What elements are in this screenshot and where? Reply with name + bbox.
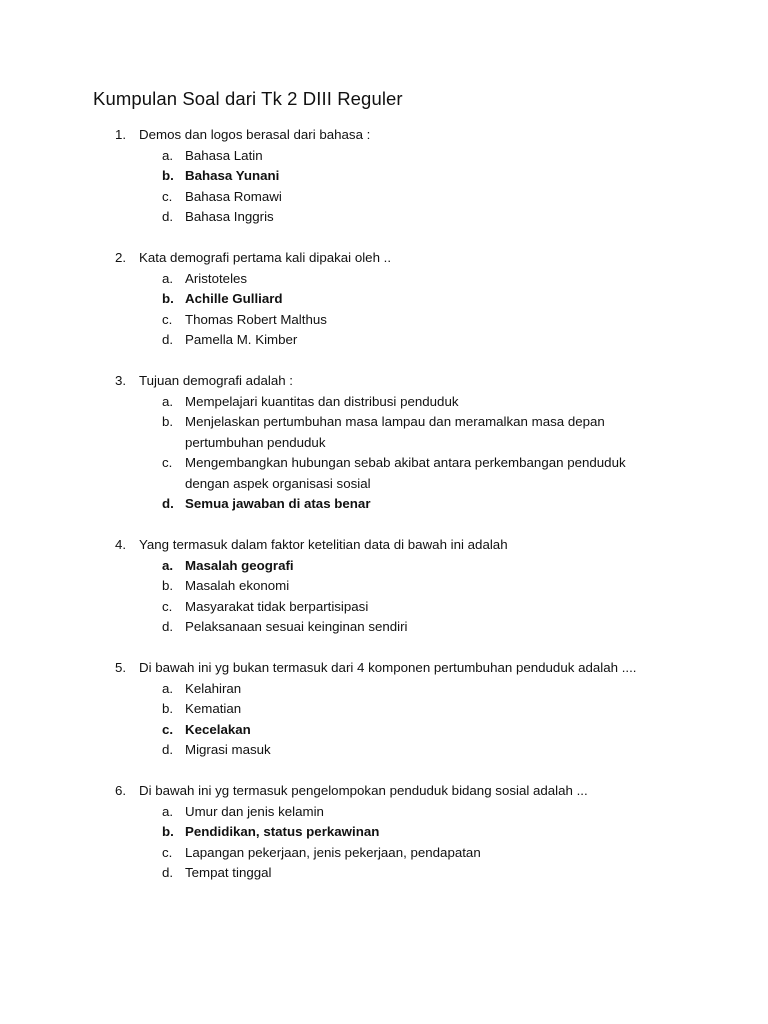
question-number: 2. (115, 250, 127, 265)
option-letter: b. (162, 414, 174, 429)
option-text: Mempelajari kuantitas dan distribusi penduduk (185, 393, 459, 409)
option-letter: d. (162, 742, 174, 757)
option-text: Bahasa Latin (185, 147, 263, 163)
answer-options (0, 392, 768, 515)
answer-options (0, 556, 768, 638)
option-letter: b. (162, 578, 174, 593)
option-text: Pendidikan, status perkawinan (185, 824, 380, 839)
answer-option (0, 412, 768, 453)
question-item (0, 371, 768, 515)
option-letter: a. (162, 557, 174, 573)
answer-option-correct (0, 166, 768, 187)
option-letter: c. (162, 844, 173, 860)
option-text: Masalah ekonomi (185, 578, 290, 593)
answer-option (0, 330, 768, 351)
question-row (0, 248, 768, 269)
answer-option (0, 597, 768, 618)
question-number: 4. (115, 537, 127, 552)
answer-option (0, 310, 768, 331)
question-list (0, 125, 768, 904)
option-text: Tempat tinggal (185, 865, 272, 880)
answer-option (0, 207, 768, 228)
option-letter: a. (162, 393, 174, 409)
option-letter: c. (162, 311, 173, 327)
option-text: Pelaksanaan sesuai keinginan sendiri (185, 619, 408, 634)
question-text: Demos dan logos berasal dari bahasa : (139, 127, 371, 142)
question-text: Tujuan demografi adalah : (139, 373, 293, 388)
answer-option (0, 576, 768, 597)
option-letter: b. (162, 168, 174, 183)
option-text: Masalah geografi (185, 557, 294, 573)
question-row (0, 371, 768, 392)
option-text: Mengembangkan hubungan sebab akibat antara perkembangan penduduk dengan aspek organisasi sosial (185, 455, 626, 491)
question-text: Di bawah ini yg bukan termasuk dari 4 komponen pertumbuhan penduduk adalah .... (139, 660, 637, 675)
option-text: Migrasi masuk (185, 742, 271, 757)
question-item (0, 781, 768, 884)
option-text: Kecelakan (185, 721, 251, 737)
answer-option (0, 699, 768, 720)
option-letter: d. (162, 619, 174, 634)
answer-option-correct (0, 822, 768, 843)
option-letter: a. (162, 147, 174, 163)
option-text: Kematian (185, 701, 242, 716)
answer-option-correct (0, 720, 768, 741)
answer-option-correct (0, 494, 768, 515)
answer-options (0, 679, 768, 761)
answer-option (0, 453, 768, 494)
answer-options (0, 146, 768, 228)
question-row (0, 658, 768, 679)
question-item (0, 248, 768, 351)
answer-option (0, 740, 768, 761)
question-row (0, 535, 768, 556)
answer-option (0, 146, 768, 167)
option-text: Bahasa Yunani (185, 168, 280, 183)
option-letter: a. (162, 270, 174, 286)
option-letter: c. (162, 455, 173, 470)
document-title: Kumpulan Soal dari Tk 2 DIII Reguler (93, 88, 403, 109)
option-text: Umur dan jenis kelamin (185, 803, 324, 819)
answer-option (0, 617, 768, 638)
option-letter: b. (162, 701, 174, 716)
option-text: Aristoteles (185, 270, 248, 286)
question-item (0, 658, 768, 761)
question-item (0, 535, 768, 638)
question-row (0, 125, 768, 146)
option-text: Bahasa Romawi (185, 188, 282, 204)
question-number: 5. (115, 660, 127, 675)
option-letter: b. (162, 824, 174, 839)
option-letter: b. (162, 291, 174, 306)
option-text: Lapangan pekerjaan, jenis pekerjaan, pendapatan (185, 844, 481, 860)
question-number: 6. (115, 783, 127, 798)
question-text: Kata demografi pertama kali dipakai oleh .. (139, 250, 392, 265)
answer-option (0, 269, 768, 290)
answer-options (0, 269, 768, 351)
option-letter: d. (162, 865, 174, 880)
option-text: Thomas Robert Malthus (185, 311, 327, 327)
answer-option (0, 863, 768, 884)
question-number: 3. (115, 373, 127, 388)
option-letter: c. (162, 188, 173, 204)
option-letter: c. (162, 598, 173, 614)
option-letter: d. (162, 496, 174, 511)
answer-option (0, 802, 768, 823)
option-text: Pamella M. Kimber (185, 332, 298, 347)
answer-option (0, 392, 768, 413)
answer-option (0, 187, 768, 208)
option-text: Menjelaskan pertumbuhan masa lampau dan meramalkan masa depan pertumbuhan penduduk (185, 414, 605, 450)
answer-option-correct (0, 556, 768, 577)
option-letter: a. (162, 680, 174, 696)
question-number: 1. (115, 127, 127, 142)
question-item (0, 125, 768, 228)
option-letter: d. (162, 332, 174, 347)
option-text: Bahasa Inggris (185, 209, 274, 224)
question-text: Di bawah ini yg termasuk pengelompokan penduduk bidang sosial adalah ... (139, 783, 588, 798)
answer-option (0, 679, 768, 700)
option-text: Semua jawaban di atas benar (185, 496, 371, 511)
option-text: Kelahiran (185, 680, 242, 696)
option-letter: d. (162, 209, 174, 224)
option-letter: c. (162, 721, 174, 737)
answer-option (0, 843, 768, 864)
option-text: Achille Gulliard (185, 291, 283, 306)
answer-options (0, 802, 768, 884)
answer-option-correct (0, 289, 768, 310)
option-text: Masyarakat tidak berpartisipasi (185, 598, 369, 614)
question-text: Yang termasuk dalam faktor ketelitian data di bawah ini adalah (139, 537, 508, 552)
option-letter: a. (162, 803, 174, 819)
question-row (0, 781, 768, 802)
